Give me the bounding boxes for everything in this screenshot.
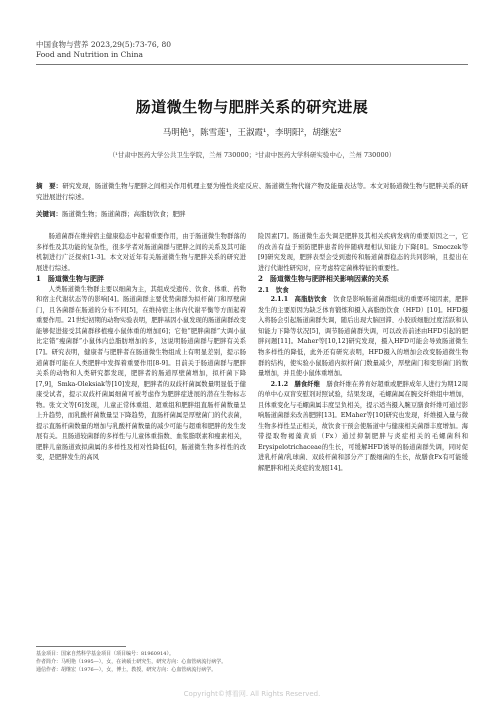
abstract-label: 摘 要： xyxy=(36,182,63,190)
right-column xyxy=(258,232,468,475)
copyright-watermark: Copyright©博看网. All Rights Reserved. xyxy=(183,690,321,698)
section-heading-2: 2 肠道微生物与肥胖相关影响因素的关系 xyxy=(258,274,389,284)
subsubsection-heading: 2.1.2 膳食纤维 xyxy=(270,380,321,388)
footnote-corresponding: 通信作者：胡继宏（1976—），女，博士，教授，研究方向：心血管病流行病学。 xyxy=(36,667,217,673)
abstract-text: 研究发现，肠道微生物与肥胖之间相关作用机理主要为慢性炎症反应、肠道微生物代谢产物及能量表达等。本文对肠道微生物与肥胖关系的研究进展进行综述。 xyxy=(36,182,469,201)
journal-citation: 中国食物与营养 2023,29(5):73-76, 80 xyxy=(36,40,171,49)
keywords xyxy=(36,209,468,218)
footnote xyxy=(36,650,254,674)
body-paragraph: 险因素[7]。肠道微生态失调是肥胖及其相关疾病发病的重要原因之一，它的改善有益于预防肥胖患者的伴随病理相认知能力下降[8]。Smoczek等[9]研究发现，肥胖表型会受到遗传和肠道菌群稳态的共同影响，且提出在进行代谢性研究时，应考虑特定菌株特征的重要性。 xyxy=(258,233,468,272)
intro-paragraph: 肠道菌群在维持宿主健康稳态中起着重要作用，由于肠道微生物群落的多样性及其功能的复杂性，很多学者对肠道菌群与肥胖之间的关系及其可能机制进行广泛探索[1-3]。本文对近年有关肠道微生物与肥胖关系的研究进展进行综述。 xyxy=(36,233,246,272)
section-heading-1: 1 肠道微生物与肥胖 xyxy=(36,274,104,284)
body-paragraph xyxy=(258,295,468,379)
paragraph-text: 膳食纤维在养育好超重或肥胖成年人进行为期12周的单中心双盲安慰剂对照试验，结果发现，毛螺菌属在腕交纤维组中增加，且体重变化与毛螺菌属丰度呈负相关，提示适当摄入腕豆膳食纤维可通过影响肠道菌群来改善肥胖[13]。EMaher等[10]研究也发现，纤维摄入量与微生物多样性呈正相关，故饮食干预会使肠道中与健康相关菌群丰度增加。海带提取物褐藻黄质（Fx）通过抑制肥胖与炎症相关的毛螺菌科和Erysipelotrichaceae的生长，可缓解HFD诱导的肠道菌群失调，同时促进乳杆菌/乳球菌、双歧杆菌和部分产丁酸细菌的生长，故膳食Fx有可能缓解肥胖和相关炎症的发展[14]。 xyxy=(258,380,469,473)
abstract xyxy=(36,181,468,203)
subsection-heading: 2.1 饮食 xyxy=(258,285,289,294)
keywords-label: 关键词： xyxy=(36,210,62,218)
body-paragraph: 人类肠道微生物群主要以细菌为主，其组成受遗传、饮食、体重、药物和宿主代谢状态等的影响[4]。肠道菌群主要优势菌群为拟杆菌门和厚壁菌门，且各菌群在肠道的分布不同[5]，在维持宿主体内代谢平衡等方面起着重要作用。21世纪初期的动物实验表明，肥胖基因小鼠发现的肠道菌群改变能够促进接受其菌群移植瘦小鼠体重的增加[6]；它他“肥胖菌群”大调小鼠比定错“瘦菌群”小鼠体内总脂肪增加的多，这说明肠道菌群与肥胖有关系[7]。研究表明，健康者与肥胖者在肠道微生物组成上有明显差别，提示肠道菌群可能在人类肥胖中发挥着重要作用[8-9]。目前关于肠道菌群与肥胖关系的动物和人类研究都发现，肥胖者的肠道厚壁菌增加，拟杆菌下降[7,9]，Smka-Oleksiak等[10]发现，肥胖者的双歧杆菌属数量明显低于健康受试者，提示双歧杆菌属细菌可被考虑作为肥胖症进展的潜在生物标志物。张文文等[6]发现，儿童正常体重组、超重组和肥胖组直肠杆菌数量呈上升趋势，而乳酸杆菌数量呈下降趋势，直肠杆菌属是厚壁菌门的代表菌，提示直肠杆菌数量的增加与乳酸杆菌数量的减少可能与超重和肥胖的发生发展有关。且肠道较菌群的多样性与儿童体重指数、血浆脂联素和瘦素相关，肥胖儿童肠道致拟菌属的多样性及相对性降低[6]，肠道微生物多样性的改变，是肥胖发生的高风 xyxy=(36,285,246,462)
body-paragraph xyxy=(258,380,468,475)
journal-header xyxy=(36,40,171,60)
article-title: 肠道微生物与肥胖关系的研究进展 xyxy=(135,98,369,116)
header-rule xyxy=(36,64,468,65)
paragraph-text: 饮食是影响肠道菌群组成的重要环境因素，肥胖发生的主要原因为缺乏体育锻炼和摄入高脂肪饮食（HFD）[10]。HFD摄入将肠会引起肠道菌群失调，随后出现大脑回滞、小胶质细胞过度活跃和认知能力下降等状况[5]，调节肠道菌群失调，可以改善前述由HFD引起的肥胖问题[11]。Maher等[10,12]研究发现，摄入HFD可能会导致肠道微生物多样性的降低，此外还有研究表明，HFD摄入的增加会改变肠道微生物群的结构，使实验小鼠肠道内拟杆菌门数量减少，厚壁菌门和变形菌门的数量增加，并且使小鼠体重增加。 xyxy=(258,296,469,378)
left-column xyxy=(36,232,246,464)
affiliation: （¹甘肃中医药大学公共卫生学院，兰州 730000；²甘肃中医药大学科研实验中心，兰州 730000） xyxy=(108,151,396,159)
footnote-first-author: 作者简介：马明艳（1995—），女，在读硕士研究生，研究方向：心血管病流行病学。 xyxy=(36,659,227,665)
author-list: 马明艳¹，陈雪莲¹，王淑霞¹，李明阳²，胡继宏² xyxy=(162,128,342,138)
subsubsection-heading: 2.1.1 高脂肪饮食 xyxy=(270,296,327,304)
keywords-text: 肠道微生物；肠道菌群；高脂肪饮食；肥胖 xyxy=(62,210,186,218)
footnote-fund: 基金项目：国家自然科学基金项目（项目编号：81960914）。 xyxy=(36,651,174,657)
journal-english-name: Food and Nutrition in China xyxy=(36,50,143,59)
footnote-rule xyxy=(36,646,126,647)
